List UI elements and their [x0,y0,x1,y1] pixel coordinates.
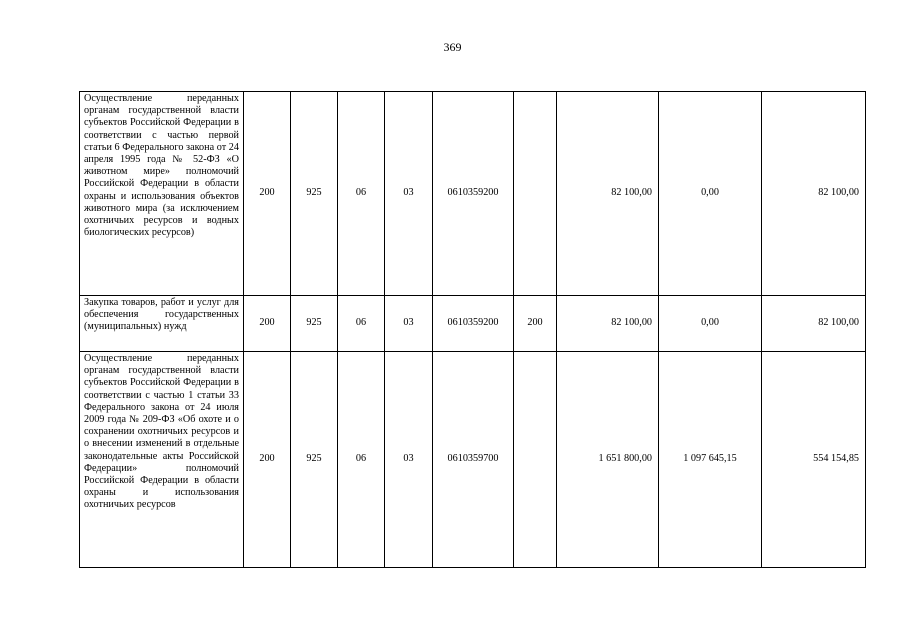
cell-executed-amount: 1 097 645,15 [659,352,762,568]
cell-code-section: 06 [338,296,385,352]
cell-code-subsection: 03 [385,92,433,296]
cell-remaining-amount: 82 100,00 [762,296,866,352]
page-number: 369 [443,40,462,54]
cell-code-section: 06 [338,352,385,568]
row-description: Осуществление переданных органам государственной власти субъектов Российской Федерации в соответствии с частью 1 статьи 33 Федерального закона от 24 июля 2009 года № 209-ФЗ «Об охоте и о сохранении охотничьих ресурсов и о внесении изменений в отдельные законодательные акты Российской Федерации» полномочий Российской Федерации в области охраны и использования охотничьих ресурсов [80,352,244,568]
cell-code-admin: 200 [244,296,291,352]
cell-target-article: 0610359200 [433,296,514,352]
cell-remaining-amount: 554 154,85 [762,352,866,568]
table-row [80,296,866,352]
cell-code-ministry: 925 [291,92,338,296]
cell-code-subsection: 03 [385,296,433,352]
cell-executed-amount: 0,00 [659,92,762,296]
budget-table [79,91,866,568]
row-description: Закупка товаров, работ и услуг для обеспечения государственных (муниципальных) нужд [80,296,244,352]
table-row [80,92,866,296]
cell-code-section: 06 [338,92,385,296]
cell-expense-type [514,352,557,568]
row-description: Осуществление переданных органам государственной власти субъектов Российской Федерации в соответствии с частью первой статьи 6 Федерального закона от 24 апреля 1995 года № 52-ФЗ «О животном мире» полномочий Российской Федерации в области охраны и использования объектов животного мира (за исключением охотничьих ресурсов и водных биологических ресурсов) [80,92,244,296]
cell-code-ministry: 925 [291,352,338,568]
cell-code-subsection: 03 [385,352,433,568]
cell-target-article: 0610359200 [433,92,514,296]
cell-expense-type [514,92,557,296]
cell-code-admin: 200 [244,92,291,296]
table-row [80,352,866,568]
cell-plan-amount: 82 100,00 [557,296,659,352]
cell-expense-type: 200 [514,296,557,352]
cell-remaining-amount: 82 100,00 [762,92,866,296]
cell-plan-amount: 82 100,00 [557,92,659,296]
cell-code-ministry: 925 [291,296,338,352]
cell-target-article: 0610359700 [433,352,514,568]
cell-plan-amount: 1 651 800,00 [557,352,659,568]
cell-executed-amount: 0,00 [659,296,762,352]
cell-code-admin: 200 [244,352,291,568]
